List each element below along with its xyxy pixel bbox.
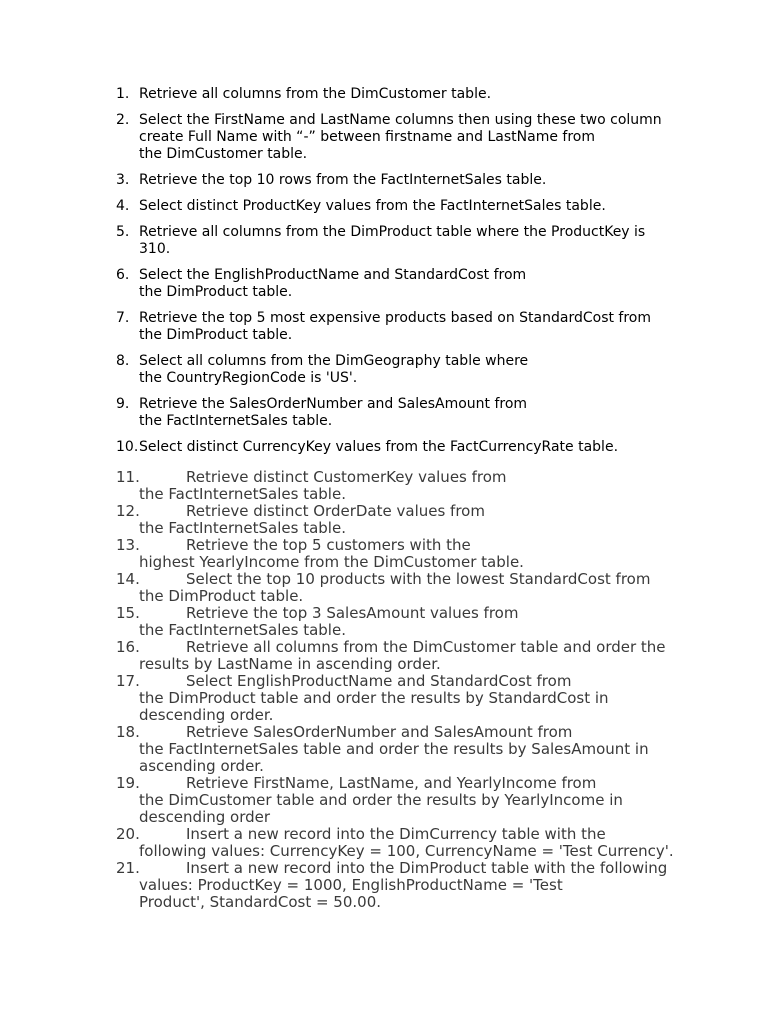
item-line: the FactInternetSales table. xyxy=(139,621,346,639)
item-number: 1. xyxy=(116,86,130,102)
item-line: Select EnglishProductName and StandardCost from xyxy=(186,672,572,690)
item-number: 4. xyxy=(116,198,130,214)
item-line: Retrieve distinct CustomerKey values from xyxy=(186,468,507,486)
list-item xyxy=(0,537,768,571)
question-list-secondary xyxy=(0,469,768,911)
item-line: Product', StandardCost = 50.00. xyxy=(139,893,382,911)
list-item xyxy=(0,353,768,387)
item-line: Retrieve FirstName, LastName, and YearlyIncome from xyxy=(186,774,597,792)
item-text: Select distinct ProductKey values from the FactInternetSales table. xyxy=(139,198,606,214)
list-item xyxy=(0,112,768,163)
item-text: Select all columns from the DimGeography table where the CountryRegionCode is 'US'. xyxy=(139,353,529,386)
list-item xyxy=(0,172,768,189)
item-line: the FactInternetSales table. xyxy=(139,485,346,503)
item-text: Retrieve the top 10 rows from the FactInternetSales table. xyxy=(139,172,547,188)
list-item xyxy=(0,469,768,503)
item-number: 8. xyxy=(116,353,130,369)
list-item xyxy=(0,826,768,860)
item-line: following values: CurrencyKey = 100, CurrencyName = 'Test Currency'. xyxy=(139,842,674,860)
item-number: 12. xyxy=(116,502,140,520)
item-number: 10. xyxy=(116,439,139,455)
item-text: Retrieve the SalesOrderNumber and SalesAmount from the FactInternetSales table. xyxy=(139,396,528,429)
item-text: Select distinct CurrencyKey values from the FactCurrencyRate table. xyxy=(139,439,619,455)
item-number: 5. xyxy=(116,224,130,240)
list-item xyxy=(0,86,768,103)
item-number: 13. xyxy=(116,536,140,554)
item-number: 16. xyxy=(116,638,140,656)
item-number: 9. xyxy=(116,396,130,412)
list-item xyxy=(0,267,768,301)
list-item xyxy=(0,224,768,258)
item-line: descending order. xyxy=(139,706,274,724)
item-text: Select the EnglishProductName and StandardCost from the DimProduct table. xyxy=(139,267,527,300)
list-item xyxy=(0,775,768,826)
item-line: Retrieve all columns from the DimCustomer table and order the xyxy=(186,638,666,656)
item-line: the DimCustomer table and order the results by YearlyIncome in xyxy=(139,791,623,809)
list-item xyxy=(0,724,768,775)
item-number: 17. xyxy=(116,672,140,690)
item-number: 14. xyxy=(116,570,140,588)
list-item xyxy=(0,860,768,911)
item-line: Retrieve distinct OrderDate values from xyxy=(186,502,485,520)
item-number: 15. xyxy=(116,604,140,622)
item-line: results by LastName in ascending order. xyxy=(139,655,441,673)
list-item xyxy=(0,673,768,724)
list-item xyxy=(0,439,768,456)
list-item xyxy=(0,639,768,673)
item-number: 18. xyxy=(116,723,140,741)
item-line: Retrieve the top 5 customers with the xyxy=(186,536,471,554)
item-line: the FactInternetSales table and order the results by SalesAmount in xyxy=(139,740,649,758)
item-line: Insert a new record into the DimProduct table with the following xyxy=(186,859,668,877)
item-text: Retrieve all columns from the DimCustomer table. xyxy=(139,86,492,102)
item-number: 19. xyxy=(116,774,140,792)
item-line: Select the top 10 products with the lowest StandardCost from xyxy=(186,570,651,588)
list-item xyxy=(0,198,768,215)
item-text: Select the FirstName and LastName columns then using these two column create Full Name with “-” between firstname and LastName from the DimCustomer table. xyxy=(139,112,662,162)
item-line: the DimProduct table and order the results by StandardCost in xyxy=(139,689,609,707)
item-line: values: ProductKey = 1000, EnglishProductName = 'Test xyxy=(139,876,563,894)
item-number: 11. xyxy=(116,468,140,486)
item-line: the DimProduct table. xyxy=(139,587,304,605)
item-line: Retrieve SalesOrderNumber and SalesAmount from xyxy=(186,723,573,741)
item-line: highest YearlyIncome from the DimCustomer table. xyxy=(139,553,524,571)
list-item xyxy=(0,310,768,344)
item-line: ascending order. xyxy=(139,757,264,775)
item-number: 2. xyxy=(116,112,130,128)
item-line: Insert a new record into the DimCurrency table with the xyxy=(186,825,606,843)
item-line: Retrieve the top 3 SalesAmount values from xyxy=(186,604,519,622)
item-line: the FactInternetSales table. xyxy=(139,519,346,537)
item-text: Retrieve the top 5 most expensive products based on StandardCost from the DimProduct table. xyxy=(139,310,652,343)
item-number: 20. xyxy=(116,825,140,843)
item-number: 7. xyxy=(116,310,130,326)
list-item xyxy=(0,605,768,639)
question-list-primary xyxy=(0,86,768,465)
item-line: descending order xyxy=(139,808,271,826)
list-item xyxy=(0,396,768,430)
list-item xyxy=(0,503,768,537)
item-number: 6. xyxy=(116,267,130,283)
list-item xyxy=(0,571,768,605)
item-number: 3. xyxy=(116,172,130,188)
item-text: Retrieve all columns from the DimProduct table where the ProductKey is 310. xyxy=(139,224,646,257)
item-number: 21. xyxy=(116,859,140,877)
